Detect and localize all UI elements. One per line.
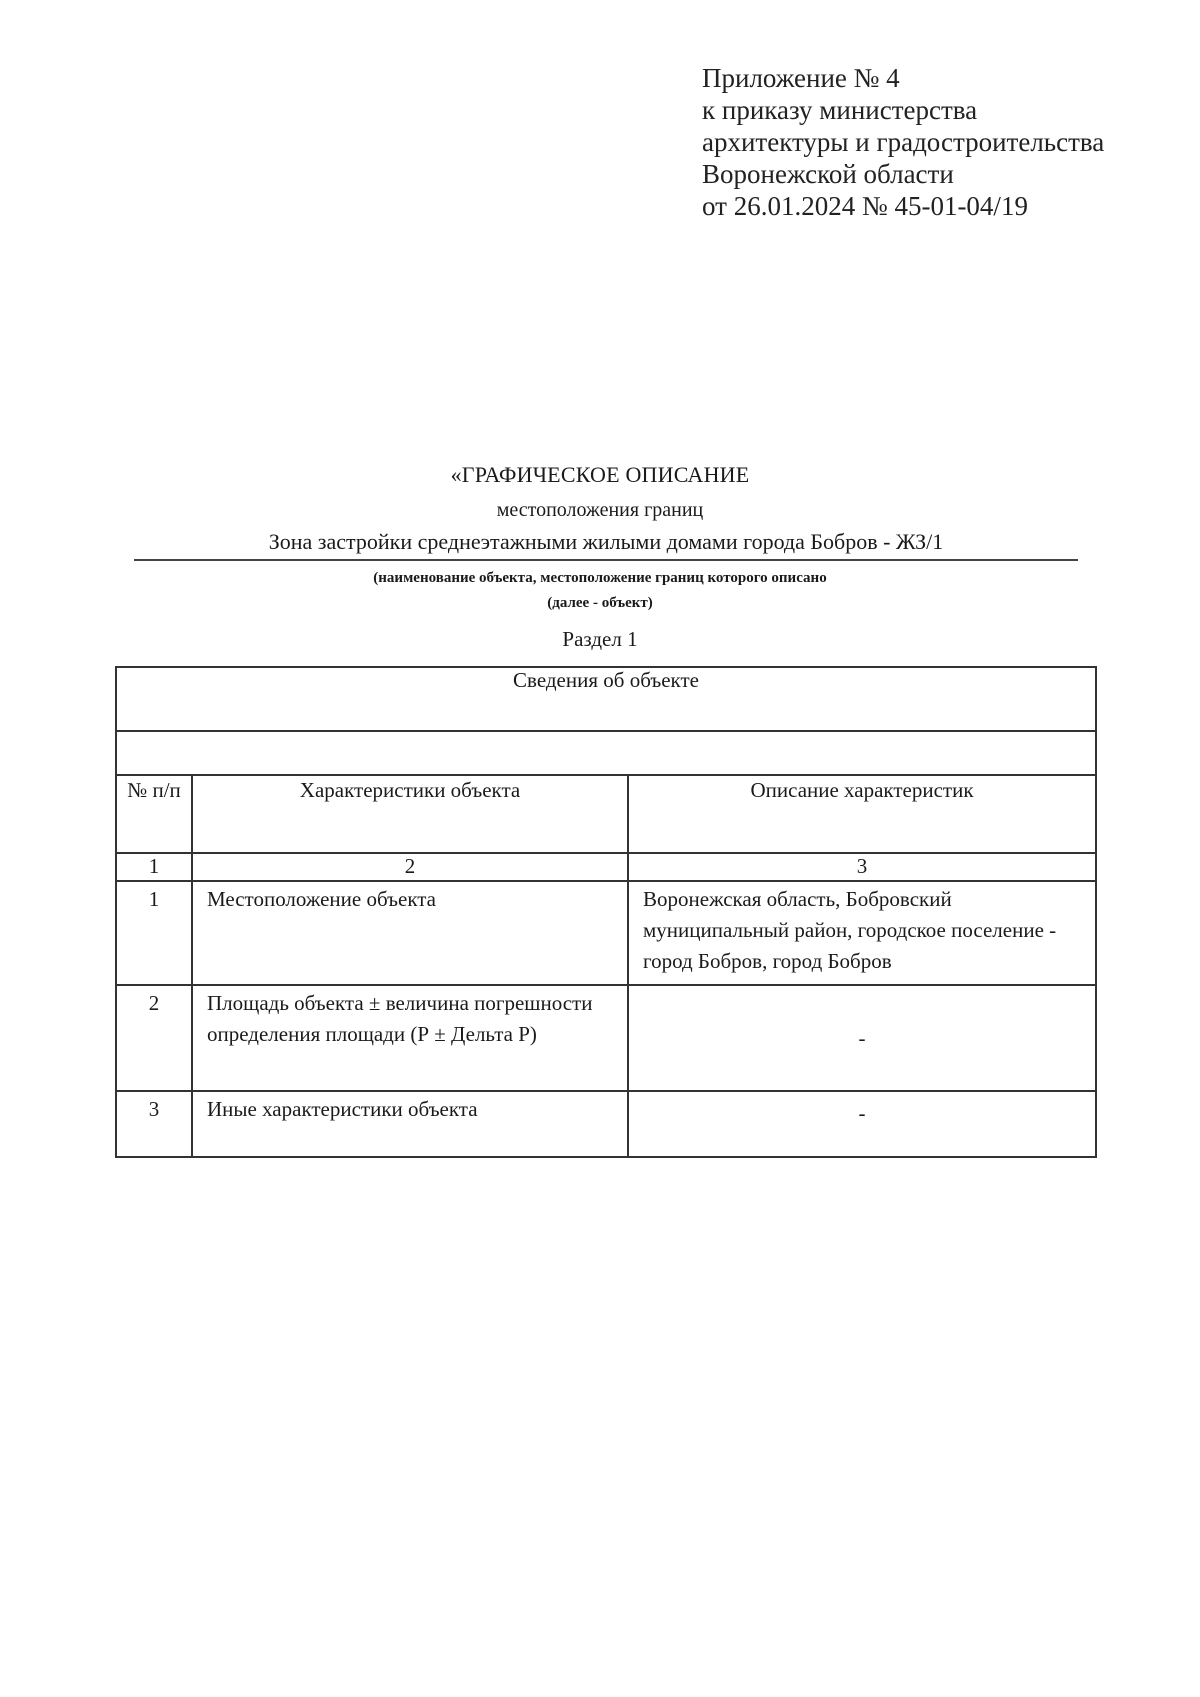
document-subtitle: местоположения границ <box>496 499 704 521</box>
object-name: Зона застройки среднеэтажными жилыми домами города Бобров - ЖЗ/1 <box>134 529 1078 561</box>
document-title: «ГРАФИЧЕСКОЕ ОПИСАНИЕ <box>450 462 750 487</box>
table-row <box>116 881 1096 985</box>
section-label: Раздел 1 <box>562 627 638 651</box>
row-description: - <box>628 985 1096 1091</box>
row-description: Воронежская область, Бобровский муниципальный район, городское поселение - город Бобров, город Бобров <box>628 881 1096 985</box>
table-row <box>116 1091 1096 1157</box>
table-title: Сведения об объекте <box>116 667 1096 731</box>
appendix-line: к приказу министерства <box>702 95 978 125</box>
appendix-line: Воронежской области <box>702 159 954 189</box>
appendix-block <box>702 62 1162 222</box>
table-header-row <box>116 775 1096 853</box>
row-number: 2 <box>116 985 192 1091</box>
row-number: 1 <box>116 881 192 985</box>
row-characteristic: Местоположение объекта <box>192 881 628 985</box>
table-row <box>116 985 1096 1091</box>
row-characteristic: Площадь объекта ± величина погрешности определения площади (Р ± Дельта Р) <box>192 985 628 1091</box>
appendix-line: архитектуры и градостроительства <box>702 127 1105 157</box>
column-number: 2 <box>192 853 628 881</box>
column-header-characteristic: Характеристики объекта <box>192 775 628 853</box>
column-header-description: Описание характеристик <box>628 775 1096 853</box>
object-info-table <box>115 666 1097 1158</box>
appendix-line: Приложение № 4 <box>702 63 900 93</box>
column-number-row <box>116 853 1096 881</box>
object-caption <box>0 566 1200 616</box>
row-number: 3 <box>116 1091 192 1157</box>
table-blank-cell <box>116 731 1096 775</box>
row-description: - <box>628 1091 1096 1157</box>
table-blank-row <box>116 731 1096 775</box>
table-title-row <box>116 667 1096 731</box>
object-caption-line: (наименование объекта, местоположение границ которого описано <box>373 570 827 586</box>
appendix-line: от 26.01.2024 № 45-01-04/19 <box>702 191 1028 221</box>
column-header-number: № п/п <box>116 775 192 853</box>
object-caption-line: (далее - объект) <box>547 595 653 611</box>
column-number: 1 <box>116 853 192 881</box>
column-number: 3 <box>628 853 1096 881</box>
row-characteristic: Иные характеристики объекта <box>192 1091 628 1157</box>
